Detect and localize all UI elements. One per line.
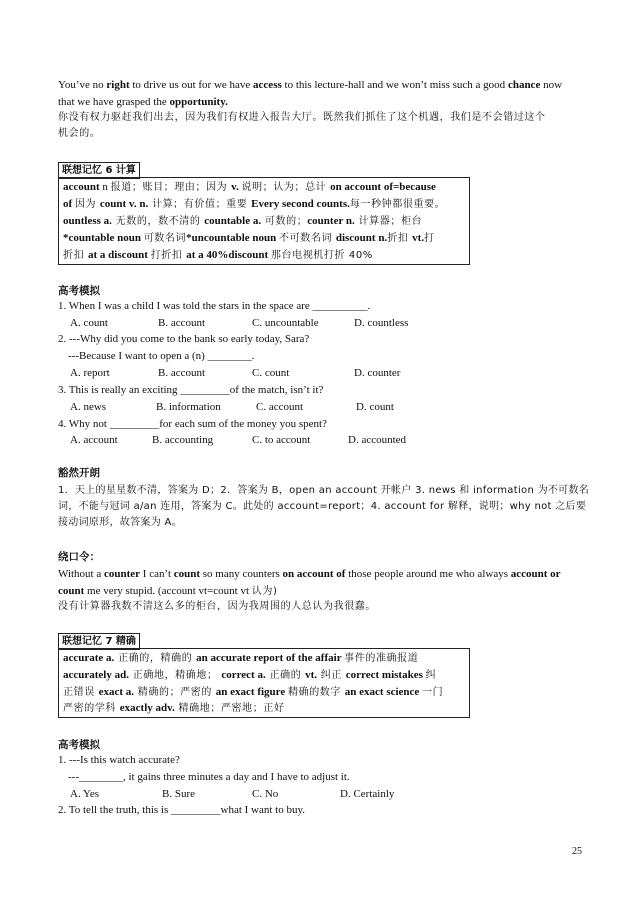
exam-1-heading: 高考模拟 xyxy=(58,285,100,297)
bold-term: vt. xyxy=(305,669,318,681)
text-segment: 因为 xyxy=(74,199,100,210)
bold-term: right xyxy=(106,79,130,91)
bold-term: counter xyxy=(104,568,141,580)
bold-term: on account of xyxy=(282,568,346,580)
memory-7-line xyxy=(63,701,285,716)
memory-7-line xyxy=(63,685,443,700)
text-segment: to this lecture-hall and we won’t miss such a good xyxy=(281,79,508,91)
bold-term: account xyxy=(63,181,103,193)
memory-6-line xyxy=(63,214,422,229)
bold-term: count xyxy=(58,585,85,597)
bold-term: on account of=because xyxy=(330,181,436,193)
bold-term: v. xyxy=(231,181,242,193)
bold-term: *uncountable noun xyxy=(186,232,280,244)
answers-heading: 豁然开朗 xyxy=(58,467,100,479)
question-1: 1. When I was a child I was told the stars in the space are __________. xyxy=(58,300,371,312)
exam-2-question-1: 1. ---Is this watch accurate? xyxy=(58,754,180,766)
text-segment: me very stupid. (account vt=count vt xyxy=(84,585,252,597)
text-segment: to drive us out for we have xyxy=(129,79,254,91)
text-segment: 可数名词 xyxy=(143,233,187,244)
exam-2-heading: 高考模拟 xyxy=(58,739,100,751)
text-segment: 精确地；严密地；正好 xyxy=(174,703,285,714)
text-segment: 折扣 xyxy=(63,250,88,261)
text-segment: 正错误 xyxy=(63,687,99,698)
exam-2-question-1-reply: ---________, it gains three minutes a day and I have to adjust it. xyxy=(68,771,350,783)
question-3: 3. This is really an exciting _________of the match, isn’t it? xyxy=(58,384,324,396)
text-segment: I can’t xyxy=(140,568,174,580)
question-2-reply: ---Because I want to open a (n) ________. xyxy=(68,350,255,362)
memory-6-tag: 联想记忆 6 计算 xyxy=(58,162,140,179)
exam-2-option-b: B. Sure xyxy=(162,788,195,800)
exam-2-question-2: 2. To tell the truth, this is _________what I want to buy. xyxy=(58,804,306,816)
text-segment: 事件的准确报道 xyxy=(344,653,419,664)
memory-6-line xyxy=(63,248,373,263)
bold-term: opportunity. xyxy=(169,96,228,108)
bold-term: access xyxy=(253,79,282,91)
question-2-option-d: D. counter xyxy=(354,367,401,379)
text-segment: now xyxy=(540,79,563,91)
bold-term: accurate a. xyxy=(63,652,115,664)
question-4-option-d: D. accounted xyxy=(348,434,407,446)
memory-7-box xyxy=(58,648,470,718)
bold-term: count v. n. xyxy=(99,198,149,210)
text-segment: n xyxy=(102,181,111,193)
text-segment: 严密的学科 xyxy=(63,703,120,714)
bold-term: *countable noun xyxy=(63,232,144,244)
question-2-option-a: A. report xyxy=(70,367,110,379)
text-segment: 精确的数字 xyxy=(288,687,345,698)
text-segment: 报道；账目；理由；因为 xyxy=(110,182,232,193)
intro-chinese-line-1: 你没有权力驱赶我们出去，因为我们有权进入报告大厅。既然我们抓住了这个机遇，我们是不会错过这个 xyxy=(58,112,546,123)
text-segment: 折扣 xyxy=(387,233,413,244)
text-segment: so many counters xyxy=(200,568,283,580)
bold-term: Every second counts. xyxy=(251,198,350,210)
text-segment: 正确地，精确地； xyxy=(128,670,222,681)
twister-english-line-2 xyxy=(58,584,277,599)
text-segment: 正确的，精确的 xyxy=(114,653,197,664)
text-segment: 认为) xyxy=(251,586,278,597)
question-1-option-b: B. account xyxy=(158,317,206,329)
bold-term: countable a. xyxy=(204,215,262,227)
text-segment: 一门 xyxy=(422,687,444,698)
bold-term: an accurate report of the affair xyxy=(196,652,345,664)
question-3-option-c: C. account xyxy=(256,401,304,413)
twister-heading: 绕口令： xyxy=(58,551,100,563)
question-4-option-c: C. to account xyxy=(252,434,311,446)
bold-term: of xyxy=(63,198,75,210)
bold-term: an exact science xyxy=(344,686,423,698)
question-1-option-d: D. countless xyxy=(354,317,409,329)
memory-7-line xyxy=(63,651,418,666)
bold-term: accurately ad. xyxy=(63,669,129,681)
bold-term: exactly adv. xyxy=(119,702,175,714)
text-segment: 打 xyxy=(424,233,435,244)
question-2: 2. ---Why did you come to the bank so early today, Sara? xyxy=(58,333,310,345)
text-segment: 可数的； xyxy=(261,216,308,227)
memory-6-box xyxy=(58,177,470,265)
text-segment: that we have grasped the xyxy=(58,96,170,108)
bold-term: count xyxy=(173,568,201,580)
question-3-option-b: B. information xyxy=(156,401,221,413)
bold-term: vt. xyxy=(412,232,425,244)
bold-term: at a discount xyxy=(87,249,151,261)
text-segment: 打折扣 xyxy=(150,250,187,261)
text-segment: those people around me who always xyxy=(345,568,511,580)
exam-2-option-d: D. Certainly xyxy=(340,788,395,800)
memory-6-line xyxy=(63,180,436,195)
memory-6-line xyxy=(63,197,445,212)
text-segment: Without a xyxy=(58,568,104,580)
exam-2-option-c: C. No xyxy=(252,788,279,800)
memory-7-line xyxy=(63,668,436,683)
intro-english-line-1 xyxy=(58,78,562,92)
intro-english-line-2 xyxy=(58,95,228,109)
bold-term: chance xyxy=(507,79,541,91)
text-segment: 计算器；柜台 xyxy=(354,216,423,227)
bold-term: counter n. xyxy=(307,215,355,227)
intro-chinese-line-2: 机会的。 xyxy=(58,128,101,139)
bold-term: discount n. xyxy=(335,232,388,244)
bold-term: correct mistakes xyxy=(345,669,426,681)
text-segment: 计算；有价值；重要 xyxy=(148,199,252,210)
bold-term: exact a. xyxy=(98,686,135,698)
text-segment: 无数的，数不清的 xyxy=(111,216,205,227)
memory-6-line xyxy=(63,231,435,246)
text-segment: You’ve no xyxy=(58,79,107,91)
text-segment: 每一秒钟都很重要。 xyxy=(349,199,446,210)
exam-2-option-a: A. Yes xyxy=(70,788,100,800)
page-number: 25 xyxy=(572,846,582,857)
text-segment: 那台电视机打折 40% xyxy=(270,250,373,261)
text-segment: 精确的；严密的 xyxy=(134,687,216,698)
question-2-option-b: B. account xyxy=(158,367,206,379)
bold-term: correct a. xyxy=(221,669,266,681)
twister-english-line-1 xyxy=(58,567,561,581)
bold-term: account or xyxy=(510,568,561,580)
question-4-option-a: A. account xyxy=(70,434,118,446)
bold-term: at a 40%discount xyxy=(186,249,271,261)
question-2-option-c: C. count xyxy=(252,367,290,379)
question-4-option-b: B. accounting xyxy=(152,434,214,446)
question-1-option-a: A. count xyxy=(70,317,108,329)
bold-term: ountless a. xyxy=(63,215,112,227)
text-segment: 纠正 xyxy=(317,670,346,681)
question-1-option-c: C. uncountable xyxy=(252,317,319,329)
answers-line-3: 接动词原形，故答案为 A。 xyxy=(58,517,182,528)
twister-chinese: 没有计算器我数不清这么多的柜台，因为我周围的人总认为我很蠢。 xyxy=(58,601,376,612)
text-segment: 说明；认为；总计 xyxy=(241,182,331,193)
answers-line-1: 1．天上的星星数不清，答案为 D；2．答案为 B，open an account 开帐户 3. news 和 information 为不可数名 xyxy=(58,485,590,496)
answers-line-2: 词，不能与冠词 a/an 连用，答案为 C。此处的 account=report；4. account for 解释，说明；why not 之后要 xyxy=(58,501,587,512)
memory-7-tag: 联想记忆 7 精确 xyxy=(58,633,140,650)
text-segment: 不可数名词 xyxy=(279,233,336,244)
bold-term: an exact figure xyxy=(215,686,288,698)
text-segment: 纠 xyxy=(425,670,437,681)
question-3-option-d: D. count xyxy=(356,401,394,413)
text-segment: 正确的 xyxy=(265,670,306,681)
question-4: 4. Why not _________for each sum of the money you spent? xyxy=(58,418,327,430)
question-3-option-a: A. news xyxy=(70,401,107,413)
